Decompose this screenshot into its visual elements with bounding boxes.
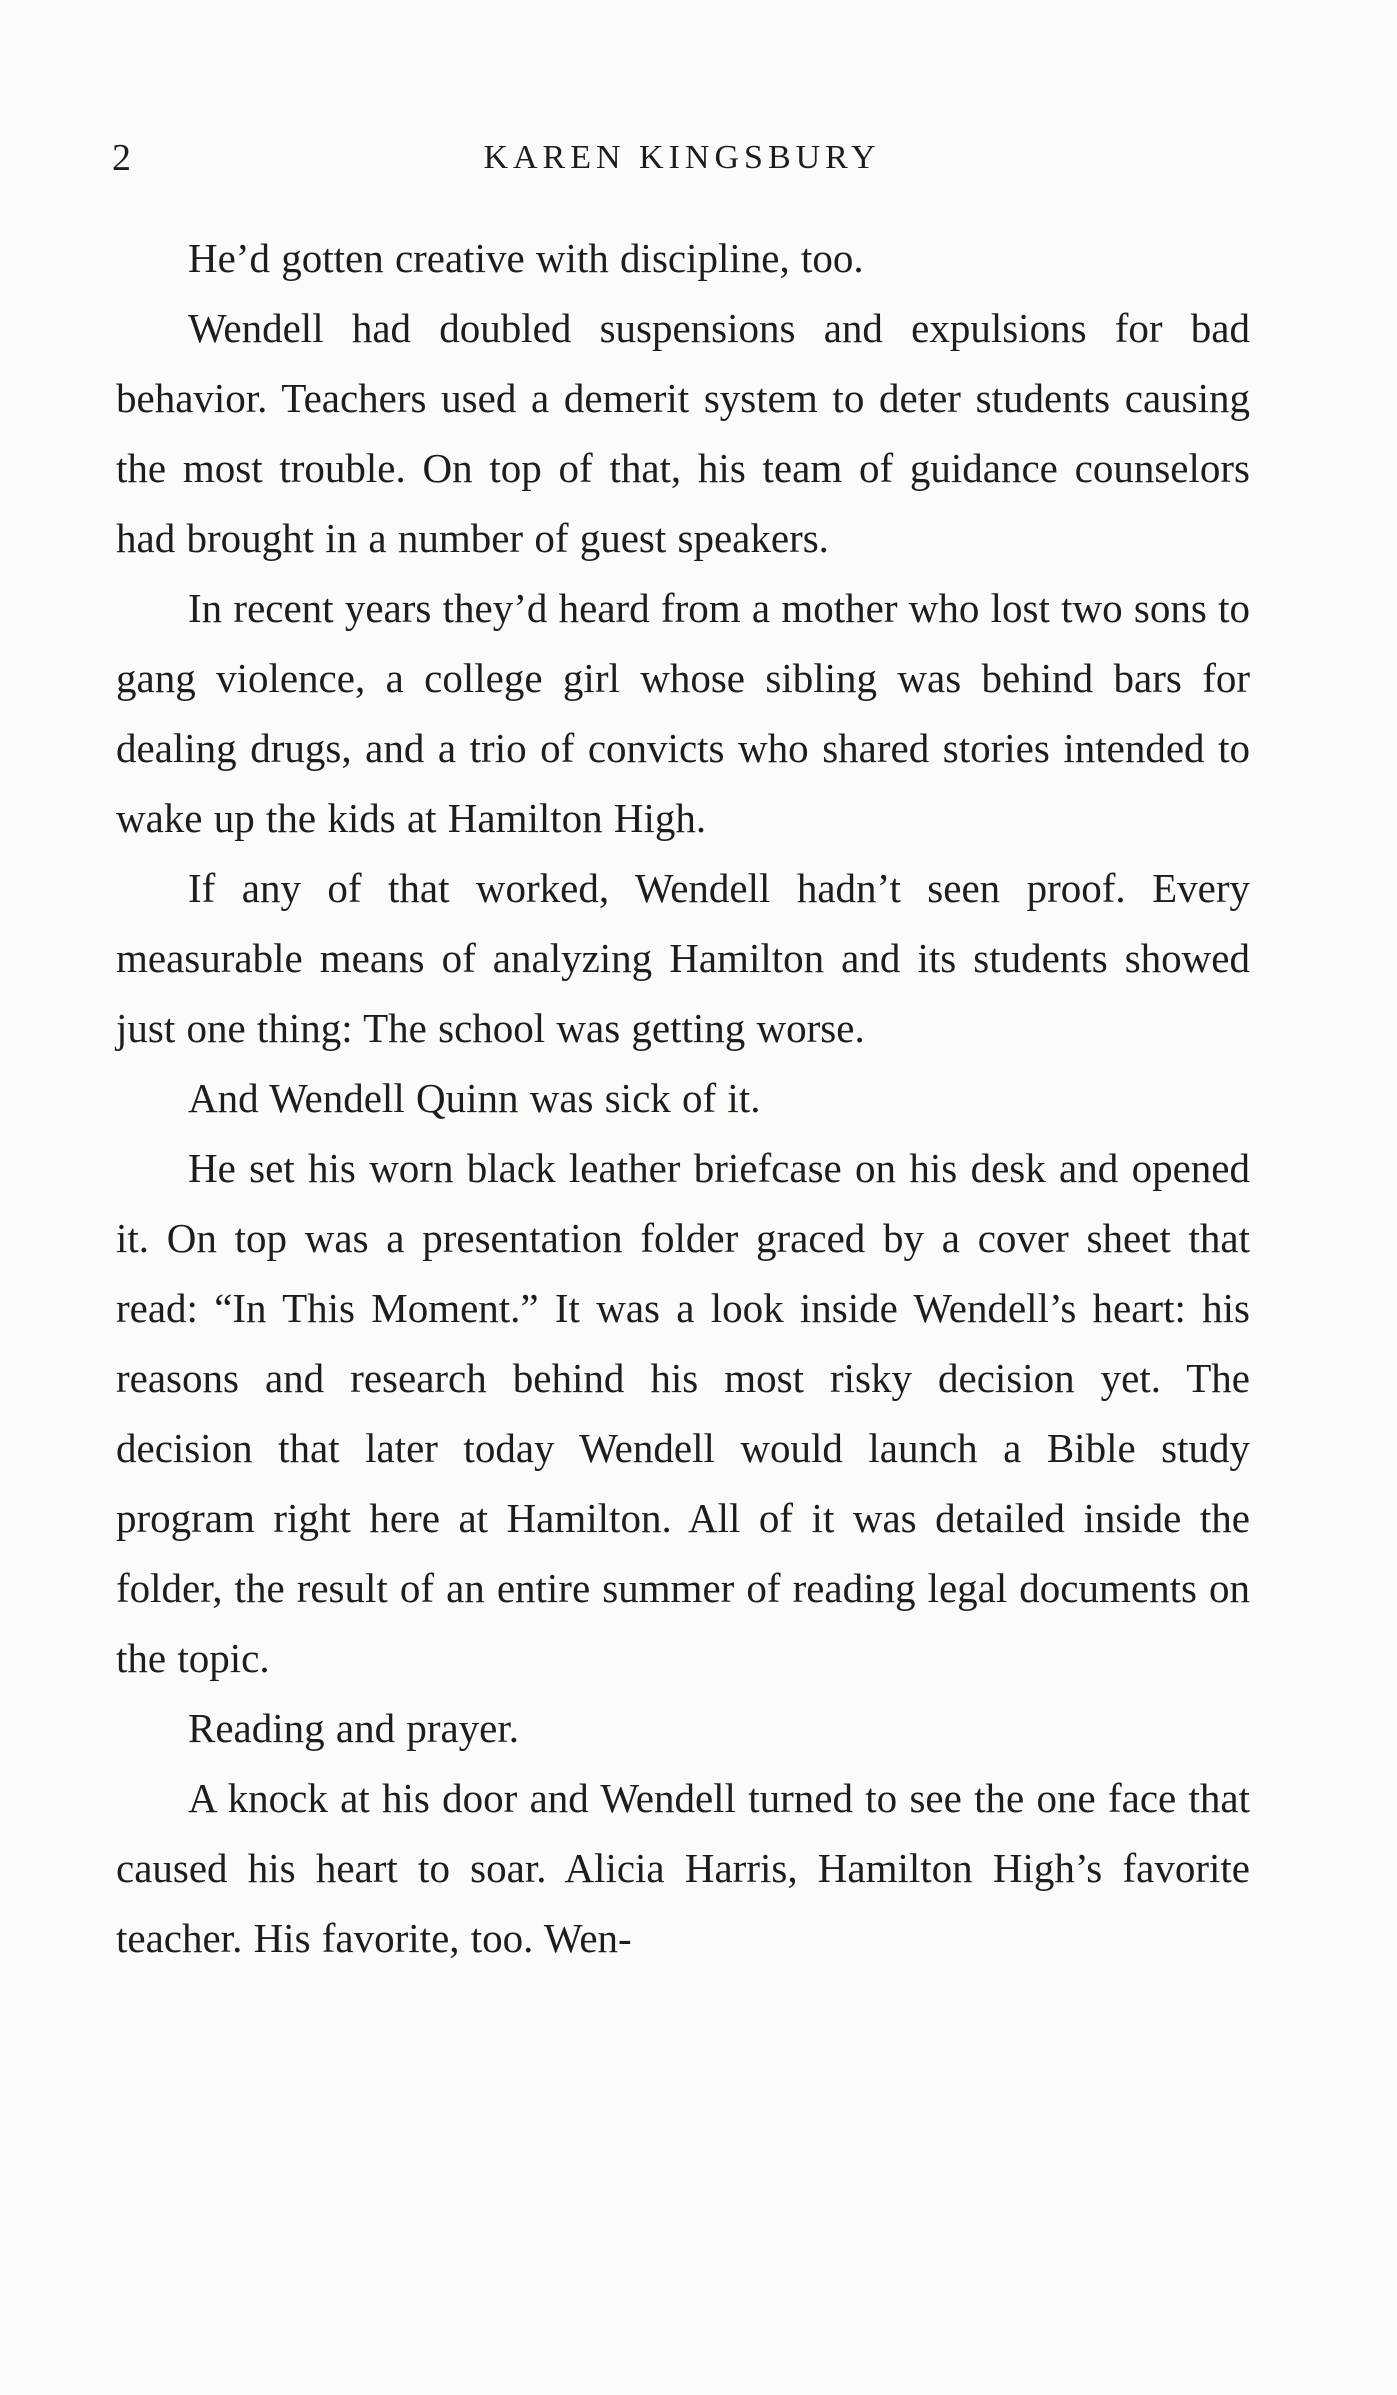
paragraph: And Wendell Quinn was sick of it. xyxy=(188,1075,761,1121)
running-head: KAREN KINGSBURY xyxy=(483,139,881,176)
paragraph: He set his worn black leather briefcase on his desk and opened it. On top was a presentation folder graced by a cover sheet that read: “In This Moment.” It was a look inside Wendell’s heart: his reasons and research behind his most risky decision yet. The decision that later today Wendell would launch a Bible study program right here at Hamilton. All of it was detailed inside the folder, the result of an entire summer of reading legal documents on the topic. xyxy=(116,1145,1250,1681)
paragraph: Reading and prayer. xyxy=(188,1705,520,1751)
paragraph: Wendell had doubled suspensions and expulsions for bad behavior. Teachers used a demerit system to deter students causing the most trouble. On top of that, his team of guidance counselors had brought in a number of guest speakers. xyxy=(116,305,1250,561)
paragraph: In recent years they’d heard from a mother who lost two sons to gang violence, a college girl whose sibling was behind bars for dealing drugs, and a trio of convicts who shared stories intended to wake up the kids at Hamilton High. xyxy=(116,585,1250,841)
body-text xyxy=(116,223,1250,1973)
page-number: 2 xyxy=(112,137,132,179)
paragraph: He’d gotten creative with discipline, too. xyxy=(188,235,864,281)
paragraph: If any of that worked, Wendell hadn’t seen proof. Every measurable means of analyzing Hamilton and its students showed just one thing: The school was getting worse. xyxy=(116,865,1250,1051)
page-header xyxy=(112,128,1252,188)
paragraph: A knock at his door and Wendell turned to see the one face that caused his heart to soar. Alicia Harris, Hamilton High’s favorite teacher. His favorite, too. Wen- xyxy=(116,1775,1250,1961)
